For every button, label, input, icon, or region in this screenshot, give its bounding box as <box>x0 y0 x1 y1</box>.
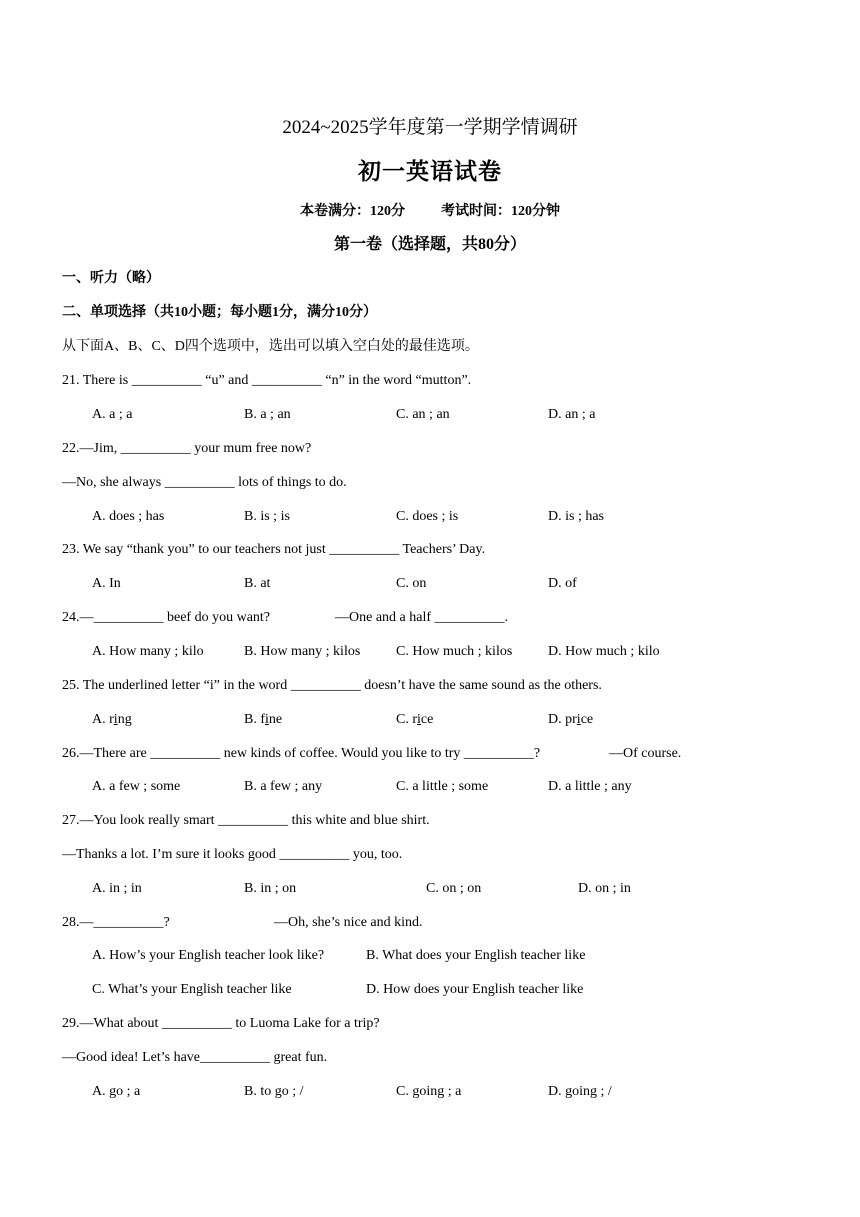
q22-option-c: C. does ; is <box>396 509 459 524</box>
q24-option-a: A. How many ; kilo <box>92 644 204 659</box>
q21-option-a: A. a ; a <box>92 407 133 422</box>
q25-option-d: D. price <box>548 712 594 727</box>
underlined-letter: i <box>113 712 118 727</box>
question-24-answer: —One and a half __________. <box>335 610 509 625</box>
question-21: 21. There is __________ “u” and __________ “n” in the word “mutton”. <box>62 373 472 388</box>
exam-subtitle: 初一英语试卷 <box>358 159 502 184</box>
q28-option-a: A. How’s your English teacher look like? <box>92 948 325 963</box>
exam-meta <box>0 203 860 221</box>
q26-option-d: D. a little ; any <box>548 779 632 794</box>
q23-option-c: C. on <box>396 576 427 591</box>
q28-option-d: D. How does your English teacher like <box>366 982 584 997</box>
q25-option-b: B. fine <box>244 712 283 727</box>
volume-heading: 第一卷（选择题，共80分） <box>333 236 526 253</box>
section-single-choice: 二、单项选择（共10小题；每小题1分，满分10分） <box>62 305 377 320</box>
q21-option-c: C. an ; an <box>396 407 450 422</box>
question-26-answer: —Of course. <box>609 746 682 761</box>
question-27-answer-line: —Thanks a lot. I’m sure it looks good __________ you, too. <box>62 847 403 862</box>
q23-option-b: B. at <box>244 576 271 591</box>
q21-option-d: D. an ; a <box>548 407 596 422</box>
question-29: 29.—What about __________ to Luoma Lake for a trip? <box>62 1016 380 1031</box>
q23-option-a: A. In <box>92 576 121 591</box>
question-22-answer-line: —No, she always __________ lots of things to do. <box>62 475 347 490</box>
question-29-answer-line: —Good idea! Let’s have__________ great fun. <box>62 1050 328 1065</box>
q28-option-b: B. What does your English teacher like <box>366 948 586 963</box>
q28-option-c: C. What’s your English teacher like <box>92 982 292 997</box>
q25-option-a: A. ring <box>92 712 132 727</box>
q26-option-b: B. a few ; any <box>244 779 323 794</box>
q21-option-b: B. a ; an <box>244 407 291 422</box>
exam-title: 2024~2025学年度第一学期学情调研 <box>282 117 578 138</box>
q22-option-a: A. does ; has <box>92 509 165 524</box>
q24-option-b: B. How many ; kilos <box>244 644 361 659</box>
q29-option-c: C. going ; a <box>396 1084 462 1099</box>
question-24: 24.—__________ beef do you want? <box>62 610 271 625</box>
q22-option-d: D. is ; has <box>548 509 604 524</box>
q22-option-b: B. is ; is <box>244 509 290 524</box>
question-26: 26.—There are __________ new kinds of coffee. Would you like to try __________? <box>62 746 541 761</box>
underlined-letter: i <box>417 712 421 727</box>
q27-option-d: D. on ; in <box>578 881 631 896</box>
question-27: 27.—You look really smart __________ this white and blue shirt. <box>62 813 430 828</box>
q26-option-c: C. a little ; some <box>396 779 489 794</box>
q23-option-d: D. of <box>548 576 577 591</box>
q26-option-a: A. a few ; some <box>92 779 181 794</box>
question-22: 22.—Jim, __________ your mum free now? <box>62 441 312 456</box>
full-score: 本卷满分：120分 <box>300 204 405 219</box>
q29-option-a: A. go ; a <box>92 1084 141 1099</box>
q27-option-c: C. on ; on <box>426 881 482 896</box>
question-23: 23. We say “thank you” to our teachers not just __________ Teachers’ Day. <box>62 542 486 557</box>
q24-option-d: D. How much ; kilo <box>548 644 660 659</box>
q24-option-c: C. How much ; kilos <box>396 644 513 659</box>
q27-option-b: B. in ; on <box>244 881 297 896</box>
underlined-letter: i <box>576 712 581 727</box>
q25-option-c: C. rice <box>396 712 434 727</box>
q27-option-a: A. in ; in <box>92 881 142 896</box>
q29-option-b: B. to go ; / <box>244 1084 304 1099</box>
section-listening: 一、听力（略） <box>62 271 160 286</box>
underlined-letter: i <box>265 712 269 727</box>
section-instruction: 从下面A、B、C、D四个选项中，选出可以填入空白处的最佳选项。 <box>62 339 479 354</box>
question-28-answer: —Oh, she’s nice and kind. <box>274 915 423 930</box>
exam-time: 考试时间：120分钟 <box>441 204 560 219</box>
question-25: 25. The underlined letter “i” in the word __________ doesn’t have the same sound as the others. <box>62 678 602 693</box>
question-28: 28.—__________? <box>62 915 170 930</box>
q29-option-d: D. going ; / <box>548 1084 612 1099</box>
